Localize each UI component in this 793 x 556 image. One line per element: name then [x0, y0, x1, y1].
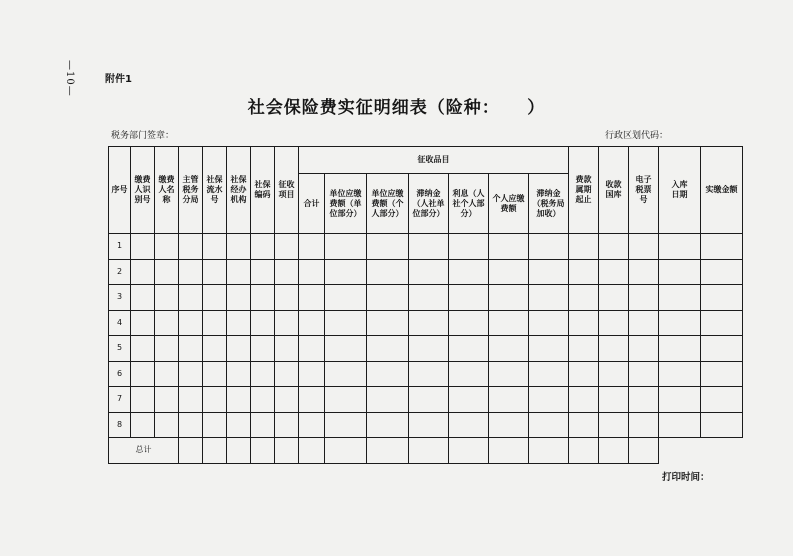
header-line: 起止 — [575, 195, 592, 204]
table-cell[interactable] — [629, 361, 659, 387]
table-cell[interactable] — [227, 387, 251, 413]
table-cell[interactable] — [659, 387, 701, 413]
table-cell[interactable] — [325, 310, 367, 336]
table-cell[interactable] — [599, 361, 629, 387]
header-si-serial — [203, 147, 227, 234]
table-cell[interactable] — [367, 285, 409, 311]
table-cell[interactable] — [325, 234, 367, 260]
table-cell[interactable] — [701, 361, 743, 387]
table-cell[interactable] — [131, 285, 155, 311]
table-cell[interactable] — [227, 361, 251, 387]
table-cell[interactable] — [275, 412, 299, 438]
header-line: 单位应缴 — [371, 188, 404, 198]
header-line: 经办 — [230, 185, 247, 194]
header-line: 日期 — [671, 190, 688, 199]
table-cell[interactable] — [449, 412, 489, 438]
row-index: 4 — [109, 310, 131, 336]
header-line: 个人应缴 — [492, 193, 525, 203]
table-cell[interactable] — [367, 259, 409, 285]
table-cell[interactable] — [155, 285, 179, 311]
table-cell[interactable] — [569, 412, 599, 438]
table-cell[interactable] — [131, 336, 155, 362]
table-cell[interactable] — [227, 285, 251, 311]
table-cell[interactable] — [701, 387, 743, 413]
header-line: 序号 — [111, 185, 128, 194]
table-cell[interactable] — [489, 310, 529, 336]
table-cell[interactable] — [275, 361, 299, 387]
table-cell[interactable] — [599, 310, 629, 336]
table-cell[interactable] — [529, 387, 569, 413]
table-cell[interactable] — [409, 310, 449, 336]
table-cell[interactable] — [155, 259, 179, 285]
table-cell[interactable] — [569, 361, 599, 387]
table-cell[interactable] — [409, 361, 449, 387]
table-row — [109, 234, 743, 260]
table-cell[interactable] — [409, 259, 449, 285]
table-cell[interactable] — [325, 361, 367, 387]
header-line: 税票 — [635, 185, 652, 194]
table-cell[interactable] — [299, 412, 325, 438]
total-label: 总计 — [109, 438, 179, 464]
header-line: 收款 — [605, 180, 622, 189]
header-line: 费款 — [575, 175, 592, 184]
table-cell[interactable] — [203, 387, 227, 413]
table-row — [109, 412, 743, 438]
table-cell[interactable] — [659, 259, 701, 285]
header-line: 社保 — [206, 175, 223, 184]
header-line: 人识 — [134, 185, 151, 194]
table-cell[interactable] — [659, 285, 701, 311]
table-cell[interactable] — [489, 259, 529, 285]
header-line: 称 — [162, 195, 171, 204]
table-cell[interactable] — [529, 285, 569, 311]
table-cell[interactable] — [179, 336, 203, 362]
table-cell[interactable] — [251, 259, 275, 285]
table-cell[interactable] — [629, 336, 659, 362]
table-cell[interactable] — [251, 285, 275, 311]
table-cell[interactable] — [367, 310, 409, 336]
header-line: 编码 — [254, 190, 271, 199]
table-row — [109, 259, 743, 285]
header-line: 社保 — [254, 180, 271, 189]
attachment-label: 附件1 — [105, 74, 132, 85]
table-cell[interactable] — [409, 336, 449, 362]
table-cell[interactable] — [251, 234, 275, 260]
table-cell[interactable] — [155, 310, 179, 336]
table-cell[interactable] — [203, 285, 227, 311]
table-cell[interactable] — [299, 336, 325, 362]
header-personal-due — [489, 174, 529, 234]
table-cell[interactable] — [299, 361, 325, 387]
table-cell[interactable] — [599, 387, 629, 413]
table-cell[interactable] — [449, 361, 489, 387]
table-cell[interactable] — [569, 387, 599, 413]
table-cell[interactable] — [529, 336, 569, 362]
header-seq — [109, 147, 131, 234]
row-index: 8 — [109, 412, 131, 438]
table-cell[interactable] — [367, 387, 409, 413]
table-row — [109, 387, 743, 413]
table-row — [109, 310, 743, 336]
row-index: 2 — [109, 259, 131, 285]
table-cell[interactable] — [227, 310, 251, 336]
header-line: 流水 — [206, 185, 223, 194]
table-cell[interactable] — [227, 234, 251, 260]
detail-table — [108, 146, 743, 464]
table-cell[interactable] — [227, 412, 251, 438]
page-title: 社会保险费实征明细表（险种： ） — [247, 98, 546, 118]
table-cell[interactable] — [569, 234, 599, 260]
table-cell[interactable] — [131, 310, 155, 336]
table-cell[interactable] — [367, 336, 409, 362]
table-cell[interactable] — [155, 387, 179, 413]
table-cell[interactable] — [629, 285, 659, 311]
header-fee-period — [569, 147, 599, 234]
header-line: 利息（人 — [452, 188, 485, 198]
table-cell[interactable] — [251, 310, 275, 336]
table-cell[interactable] — [409, 285, 449, 311]
table-cell[interactable] — [131, 259, 155, 285]
row-index: 1 — [109, 234, 131, 260]
table-cell[interactable] — [203, 234, 227, 260]
table-cell[interactable] — [599, 285, 629, 311]
table-cell[interactable] — [529, 234, 569, 260]
table-cell[interactable] — [701, 310, 743, 336]
header-line: 合计 — [303, 198, 320, 208]
table-cell[interactable] — [275, 336, 299, 362]
table-cell[interactable] — [131, 387, 155, 413]
header-payer-id — [131, 147, 155, 234]
header-interest-personal — [449, 174, 489, 234]
table-cell[interactable] — [131, 361, 155, 387]
table-cell[interactable] — [299, 310, 325, 336]
table-cell[interactable] — [251, 336, 275, 362]
table-cell[interactable] — [275, 234, 299, 260]
table-cell[interactable] — [131, 412, 155, 438]
table-cell[interactable] — [599, 234, 629, 260]
table-cell[interactable] — [299, 234, 325, 260]
table-cell[interactable] — [489, 412, 529, 438]
header-line: 费额（单 — [329, 198, 362, 208]
table-cell[interactable] — [179, 285, 203, 311]
header-tax-branch — [179, 147, 203, 234]
table-cell[interactable] — [449, 336, 489, 362]
table-cell[interactable] — [179, 387, 203, 413]
table-cell[interactable] — [325, 336, 367, 362]
table-cell[interactable] — [529, 361, 569, 387]
table-cell[interactable] — [529, 412, 569, 438]
header-si-code — [251, 147, 275, 234]
row-index: 7 — [109, 387, 131, 413]
header-line: 分） — [460, 208, 477, 218]
header-line: 实缴金额 — [705, 185, 738, 194]
table-cell[interactable] — [449, 387, 489, 413]
table-cell[interactable] — [251, 387, 275, 413]
header-e-ticket — [629, 147, 659, 234]
header-unit-due-personal — [367, 174, 409, 234]
table-cell[interactable] — [179, 310, 203, 336]
header-line: 人部分） — [371, 208, 404, 218]
header-line: 费额（个 — [371, 198, 404, 208]
header-line: 滞纳金 — [536, 188, 561, 198]
table-cell[interactable] — [203, 259, 227, 285]
header-line: 缴费 — [134, 175, 151, 184]
table-cell[interactable] — [251, 361, 275, 387]
table-cell[interactable] — [409, 412, 449, 438]
table-row — [109, 361, 743, 387]
table-cell[interactable] — [409, 234, 449, 260]
header-line: 社保 — [230, 175, 247, 184]
table-cell[interactable] — [251, 412, 275, 438]
header-line: （人社单 — [412, 198, 445, 208]
table-cell[interactable] — [179, 361, 203, 387]
header-line: 社个人部 — [452, 198, 485, 208]
print-time-label: 打印时间： — [662, 472, 710, 483]
table-cell[interactable] — [325, 412, 367, 438]
header-line: 机构 — [230, 195, 247, 204]
table-cell[interactable] — [629, 387, 659, 413]
table-cell[interactable] — [629, 234, 659, 260]
table-cell[interactable] — [659, 234, 701, 260]
table-cell[interactable] — [155, 412, 179, 438]
table-cell[interactable] — [299, 285, 325, 311]
header-line: 人名 — [158, 185, 175, 194]
header-line: 别号 — [134, 195, 151, 204]
table-cell[interactable] — [569, 285, 599, 311]
table-cell[interactable] — [179, 412, 203, 438]
table-cell[interactable] — [449, 234, 489, 260]
table-cell[interactable] — [179, 259, 203, 285]
table-cell[interactable] — [155, 336, 179, 362]
total-row — [109, 438, 743, 464]
page-number: —10— — [64, 60, 75, 97]
table-cell[interactable] — [449, 259, 489, 285]
header-si-agency — [227, 147, 251, 234]
table-cell[interactable] — [659, 361, 701, 387]
header-late-fee-tax — [529, 174, 569, 234]
header-line: 税务 — [182, 185, 199, 194]
header-collect-group: 征收品目 — [299, 147, 569, 174]
header-paid-amount — [701, 147, 743, 234]
table-cell[interactable] — [629, 259, 659, 285]
header-line: 号 — [639, 195, 648, 204]
table-row — [109, 336, 743, 362]
table-cell[interactable] — [599, 412, 629, 438]
table-cell[interactable] — [569, 310, 599, 336]
table-cell[interactable] — [629, 310, 659, 336]
header-line: 分局 — [182, 195, 199, 204]
header-line: 号 — [210, 195, 219, 204]
table-cell[interactable] — [275, 310, 299, 336]
row-index: 5 — [109, 336, 131, 362]
table-cell[interactable] — [659, 310, 701, 336]
table-cell[interactable] — [701, 285, 743, 311]
table-cell[interactable] — [529, 259, 569, 285]
header-unit-due-unit — [325, 174, 367, 234]
table-cell[interactable] — [489, 285, 529, 311]
header-treasury — [599, 147, 629, 234]
header-line: 位部分） — [329, 208, 362, 218]
table-cell[interactable] — [275, 285, 299, 311]
header-entry-date — [659, 147, 701, 234]
header-line: 位部分） — [412, 208, 445, 218]
table-cell[interactable] — [489, 361, 529, 387]
header-line: 项目 — [278, 190, 295, 199]
table-cell[interactable] — [325, 259, 367, 285]
table-cell[interactable] — [569, 336, 599, 362]
row-index: 6 — [109, 361, 131, 387]
table-cell[interactable] — [203, 412, 227, 438]
table-cell[interactable] — [275, 259, 299, 285]
table-cell[interactable] — [325, 387, 367, 413]
header-line: （税务局 — [532, 198, 565, 208]
table-cell[interactable] — [409, 387, 449, 413]
table-cell[interactable] — [203, 361, 227, 387]
table-cell[interactable] — [701, 412, 743, 438]
tax-department-seal-label: 税务部门签章： — [111, 131, 175, 141]
table-cell[interactable] — [299, 259, 325, 285]
table-cell[interactable] — [701, 234, 743, 260]
table-cell[interactable] — [489, 234, 529, 260]
header-line: 征收 — [278, 180, 295, 189]
table-row — [109, 285, 743, 311]
table-cell[interactable] — [299, 387, 325, 413]
header-payer-name — [155, 147, 179, 234]
table-cell[interactable] — [227, 259, 251, 285]
table-cell[interactable] — [599, 336, 629, 362]
header-line: 滞纳金 — [416, 188, 441, 198]
table-cell[interactable] — [155, 234, 179, 260]
header-line: 费额 — [500, 203, 517, 213]
table-cell[interactable] — [155, 361, 179, 387]
table-cell[interactable] — [131, 234, 155, 260]
header-line: 加收） — [536, 208, 561, 218]
table-cell[interactable] — [629, 412, 659, 438]
table-cell[interactable] — [367, 412, 409, 438]
table-cell[interactable] — [179, 234, 203, 260]
table-cell[interactable] — [203, 336, 227, 362]
header-line: 主管 — [182, 175, 199, 184]
table-cell[interactable] — [599, 259, 629, 285]
table-cell[interactable] — [449, 285, 489, 311]
header-line: 国库 — [605, 190, 622, 199]
header-line: 入库 — [671, 180, 688, 189]
table-cell[interactable] — [701, 336, 743, 362]
table-cell[interactable] — [489, 336, 529, 362]
table-cell[interactable] — [367, 361, 409, 387]
table-cell[interactable] — [659, 336, 701, 362]
table-cell[interactable] — [227, 336, 251, 362]
table-cell[interactable] — [203, 310, 227, 336]
region-code-label: 行政区划代码： — [605, 131, 669, 141]
header-line: 属期 — [575, 185, 592, 194]
header-line: 单位应缴 — [329, 188, 362, 198]
table-cell[interactable] — [275, 387, 299, 413]
table-cell[interactable] — [325, 285, 367, 311]
row-index: 3 — [109, 285, 131, 311]
table-cell[interactable] — [569, 259, 599, 285]
header-collect-item — [275, 147, 299, 234]
table-cell[interactable] — [367, 234, 409, 260]
table-cell[interactable] — [449, 310, 489, 336]
header-subtotal — [299, 174, 325, 234]
header-line: 电子 — [635, 175, 652, 184]
table-cell[interactable] — [529, 310, 569, 336]
table-cell[interactable] — [659, 412, 701, 438]
table-cell[interactable] — [489, 387, 529, 413]
header-line: 缴费 — [158, 175, 175, 184]
header-late-fee-unit — [409, 174, 449, 234]
table-cell[interactable] — [701, 259, 743, 285]
